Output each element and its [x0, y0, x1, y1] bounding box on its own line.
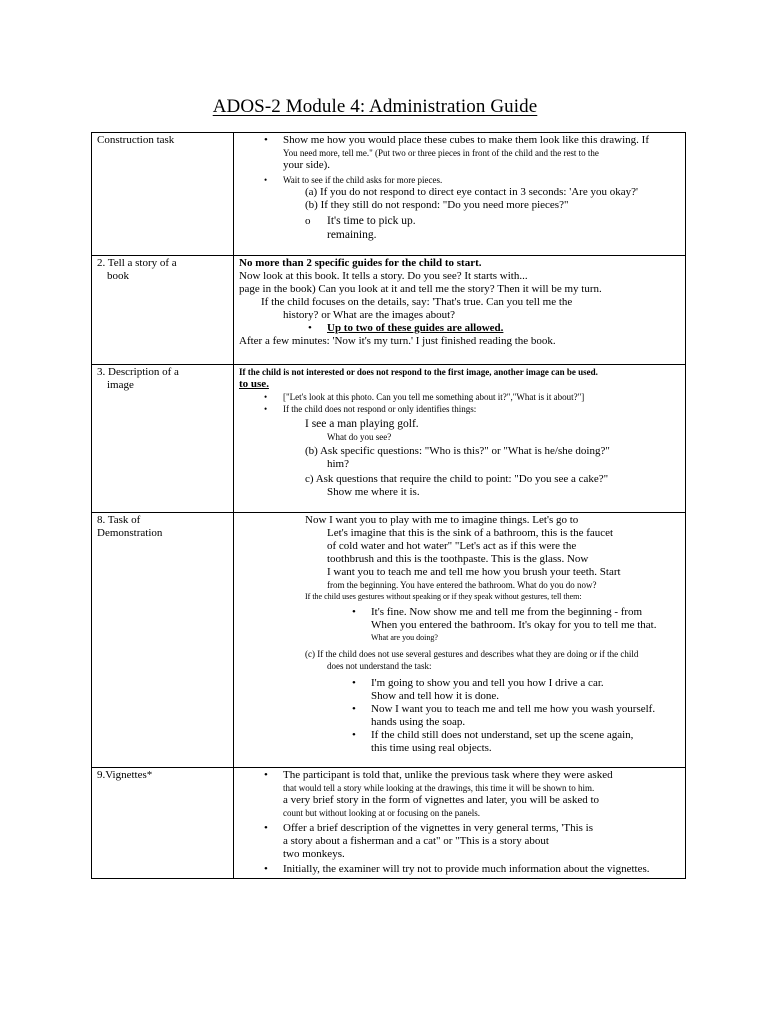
- text-line: two monkeys.: [283, 848, 345, 860]
- text-line: What do you see?: [327, 432, 392, 442]
- document-title: ADOS-2 Module 4: Administration Guide: [212, 96, 538, 117]
- table-row: [92, 133, 686, 256]
- text-line: a story about a fisherman and a cat" or "This is a story about: [283, 835, 549, 847]
- text-line: Now I want you to play with me to imagine things. Let's go to: [305, 514, 579, 526]
- table-row: [92, 365, 686, 513]
- text-line: If the child uses gestures without speaking or if they speak without gestures, tell them:: [305, 592, 582, 601]
- text-line: toothbrush and this is the toothpaste. This is the glass. Now: [327, 553, 589, 565]
- list-item: • Initially, the examiner will try not to provide much information about the vignettes.: [264, 863, 650, 875]
- text-line: a very brief story in the form of vignettes and later, you will be asked to: [283, 794, 600, 806]
- list-item: • Now I want you to teach me and tell me how you wash yourself.: [352, 703, 656, 715]
- text-line: After a few minutes: 'Now it's my turn.' I just finished reading the book.: [239, 335, 556, 347]
- text-line: Show me where it is.: [327, 486, 420, 498]
- text-line: your side).: [283, 159, 331, 171]
- text-line: (b) If they still do not respond: "Do you need more pieces?": [305, 199, 569, 211]
- list-item: • Show me how you would place these cubes to make them look like this drawing. If: [264, 134, 649, 146]
- list-item: • If the child still does not understand, set up the scene again,: [352, 729, 634, 741]
- text-line: remaining.: [327, 229, 377, 241]
- text-line: Now look at this book. It tells a story. Do you see? It starts with...: [239, 270, 528, 282]
- task-label: 8. Task of Demonstration: [92, 513, 234, 768]
- text-line: (a) If you do not respond to direct eye contact in 3 seconds: 'Are you okay?': [305, 186, 638, 198]
- bullet-icon: •: [352, 729, 356, 741]
- task-label: 3. Description of a image: [92, 365, 234, 513]
- text-line: him?: [327, 458, 349, 470]
- list-item: • I'm going to show you and tell you how I drive a car.: [352, 677, 604, 689]
- task-instructions: [234, 365, 686, 513]
- bullet-icon: •: [352, 703, 356, 715]
- text-line: When you entered the bathroom. It's okay for you to tell me that.: [371, 619, 657, 631]
- bullet-icon: •: [308, 322, 312, 334]
- text-line: I see a man playing golf.: [305, 418, 419, 430]
- text-line: Show and tell how it is done.: [371, 690, 500, 702]
- task-label: 9.Vignettes*: [92, 768, 234, 879]
- text-line: c) Ask questions that require the child to point: "Do you see a cake?": [305, 473, 609, 485]
- task-label: Construction task: [92, 133, 234, 256]
- text-line: No more than 2 specific guides for the child to start.: [239, 257, 482, 269]
- bullet-icon: •: [264, 863, 268, 875]
- list-item: o It's time to pick up.: [305, 215, 416, 227]
- text-line: (c) If the child does not use several gestures and describes what they are doing or if the child: [305, 649, 639, 659]
- list-item: • The participant is told that, unlike the previous task where they were asked: [264, 769, 613, 781]
- text-line: of cold water and hot water" "Let's act as if this were the: [327, 540, 577, 552]
- text-line: this time using real objects.: [371, 742, 492, 754]
- list-item: • ["Let's look at this photo. Can you tell me something about it?","What is it about?"]: [264, 392, 585, 402]
- bullet-icon: •: [264, 175, 268, 185]
- list-item: • If the child does not respond or only identifies things:: [264, 404, 477, 414]
- task-instructions: [234, 256, 686, 365]
- administration-guide-table: [91, 132, 686, 879]
- bullet-icon: •: [264, 134, 268, 146]
- text-line: count but without looking at or focusing on the panels.: [283, 808, 480, 818]
- task-instructions: [234, 768, 686, 879]
- text-line: from the beginning. You have entered the bathroom. What do you do now?: [327, 580, 597, 590]
- text-line: What are you doing?: [371, 633, 438, 642]
- text-line: does not understand the task:: [327, 661, 432, 671]
- text-line: that would tell a story while looking at the drawings, this time it will be shown to him.: [283, 783, 595, 793]
- bullet-icon: •: [264, 822, 268, 834]
- text-line: You need more, tell me." (Put two or three pieces in front of the child and the rest to the: [283, 148, 599, 158]
- task-instructions: [234, 513, 686, 768]
- bullet-icon: •: [352, 677, 356, 689]
- list-item: • Offer a brief description of the vignettes in very general terms, 'This is: [264, 822, 593, 834]
- text-line: history? or What are the images about?: [283, 309, 456, 321]
- bullet-icon: •: [264, 769, 268, 781]
- bullet-icon: •: [264, 404, 268, 414]
- bullet-icon: •: [264, 392, 268, 402]
- text-line: hands using the soap.: [371, 716, 466, 728]
- bullet-icon: •: [352, 606, 356, 618]
- table-row: [92, 256, 686, 365]
- list-item: • It's fine. Now show me and tell me from the beginning - from: [352, 606, 643, 618]
- list-item: • Up to two of these guides are allowed.: [308, 322, 504, 334]
- text-line: I want you to teach me and tell me how you brush your teeth. Start: [327, 566, 621, 578]
- text-line: to use.: [239, 378, 269, 390]
- task-label: 2. Tell a story of a book: [92, 256, 234, 365]
- task-instructions: [234, 133, 686, 256]
- text-line: page in the book) Can you look at it and tell me the story? Then it will be my turn.: [239, 283, 602, 295]
- text-line: If the child focuses on the details, say: 'That's true. Can you tell me the: [261, 296, 573, 308]
- text-line: (b) Ask specific questions: "Who is this?" or "What is he/she doing?": [305, 445, 610, 457]
- table-row: [92, 768, 686, 879]
- table-row: [92, 513, 686, 768]
- text-line: Let's imagine that this is the sink of a bathroom, this is the faucet: [327, 527, 614, 539]
- text-line: If the child is not interested or does not respond to the first image, another image can be used.: [239, 367, 598, 377]
- list-item: • Wait to see if the child asks for more pieces.: [264, 175, 443, 185]
